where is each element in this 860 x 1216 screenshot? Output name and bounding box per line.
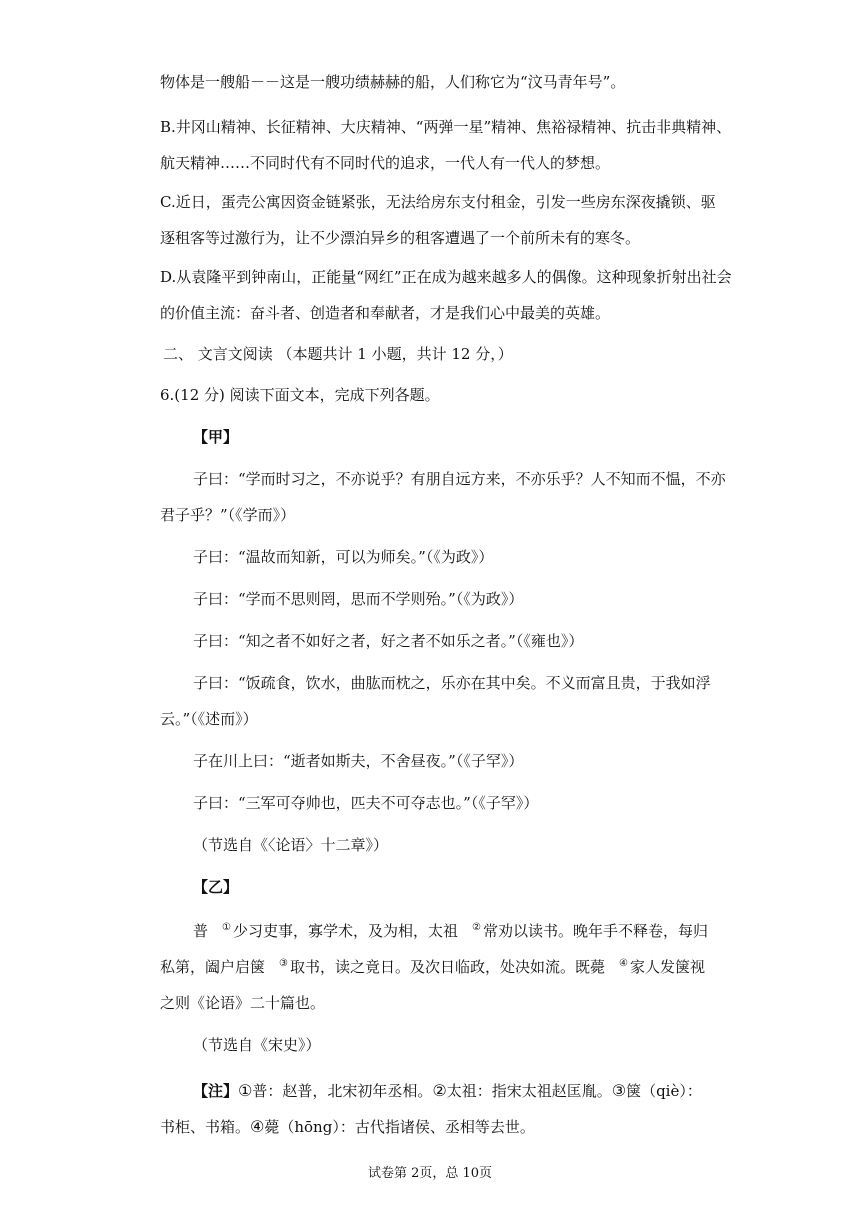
annotation-label: 【注】 [193, 1082, 239, 1100]
analects-1-line-1: 子曰：“学而时习之，不亦说乎？有朋自远方来，不亦乐乎？人不知而不愠，不亦 [193, 470, 726, 488]
annotation-text: 书柜、书箱。 [160, 1118, 251, 1136]
analects-4: 子曰：“知之者不如好之者，好之者不如乐之者。”（《雍也》） [193, 632, 584, 650]
passage-text: 家人发箧视 [629, 958, 705, 976]
passage-text: 私第，阖户启箧 [160, 958, 266, 976]
footnote-marker: ② [472, 922, 481, 933]
passage-yi-label: 【乙】 [193, 878, 239, 896]
option-d-line-2: 的价值主流：奋斗者、创造者和奉献者，才是我们心中最美的英雄。 [160, 304, 611, 322]
passage-yi-line-3: 之则《论语》二十篇也。 [160, 994, 326, 1012]
annotation-text: 太祖：指宋太祖赵匡胤。 [446, 1082, 612, 1100]
analects-5-line-1: 子曰：“饭疏食，饮水，曲肱而枕之，乐亦在其中矣。不义而富且贵，于我如浮 [193, 674, 711, 692]
passage-text: 普 [193, 922, 209, 940]
footnote-marker: ① [222, 922, 231, 933]
annotation-text: 箧（qiè）： [626, 1082, 702, 1100]
source-note-jia: （节选自《〈论语〉十二章》） [193, 836, 389, 854]
analects-2: 子曰：“温故而知新，可以为师矣。”（《为政》） [193, 548, 494, 566]
note-number: ③ [611, 1081, 627, 1100]
note-number: ① [238, 1081, 253, 1100]
option-b-line-2: 航天精神……不同时代有不同时代的追求，一代人有一代人的梦想。 [160, 154, 611, 172]
note-number: ④ [250, 1117, 265, 1136]
page-footer: 试卷第 2页，总 10页 [367, 1166, 493, 1181]
analects-3: 子曰：“学而不思则罔，思而不学则殆。”（《为政》） [193, 590, 524, 608]
option-a-continuation: 物体是一艘船－－这是一艘功绩赫赫的船，人们称它为“汶马青年号”。 [160, 73, 626, 91]
passage-yi-line-1 [193, 921, 708, 944]
analects-1-line-2: 君子乎？”（《学而》） [160, 506, 296, 524]
option-b-line-1: B.井冈山精神、长征精神、大庆精神、“两弹一星”精神、焦裕禄精神、抗击非典精神、 [160, 118, 732, 136]
analects-5-line-2: 云。”（《述而》） [160, 710, 258, 728]
passage-text: 常劝以读书。晚年手不释卷，每归 [482, 922, 708, 940]
annotation-line-1 [193, 1081, 702, 1101]
option-d-line-1: D.从袁隆平到钟南山，正能量“网红”正在成为越来越多人的偶像。这种现象折射出社会 [160, 268, 732, 286]
analects-6: 子在川上曰：“逝者如斯夫，不舍昼夜。”（《子罕》） [193, 752, 524, 770]
analects-7: 子曰：“三军可夺帅也，匹夫不可夺志也。”（《子罕》） [193, 794, 539, 812]
footnote-marker: ④ [619, 958, 628, 969]
passage-text: 少习吏事，寡学术，及为相，太祖 [232, 922, 458, 940]
annotation-text: 普：赵普，北宋初年丞相。 [252, 1082, 433, 1100]
passage-jia-label: 【甲】 [193, 428, 239, 446]
note-number: ② [432, 1081, 447, 1100]
passage-yi-line-2 [160, 957, 705, 980]
section-heading: 二、 文言文阅读 （本题共计 1 小题，共计 12 分，） [163, 345, 513, 363]
option-c-line-2: 逐租客等过激行为，让不少漂泊异乡的租客遭遇了一个前所未有的寒冬。 [160, 229, 641, 247]
annotation-line-2 [160, 1117, 535, 1137]
question-6-prompt: 6.(12 分) 阅读下面文本，完成下列各题。 [160, 386, 440, 404]
annotation-text: 薨（hōng）：古代指诸侯、丞相等去世。 [264, 1118, 535, 1136]
passage-text: 取书，读之竟日。及次日临政，处决如流。既薨 [289, 958, 605, 976]
source-note-yi: （节选自《宋史》） [193, 1036, 321, 1054]
option-c-line-1: C.近日，蛋壳公寓因资金链紧张，无法给房东支付租金，引发一些房东深夜撬锁、驱 [160, 193, 716, 211]
footnote-marker: ③ [279, 958, 288, 969]
